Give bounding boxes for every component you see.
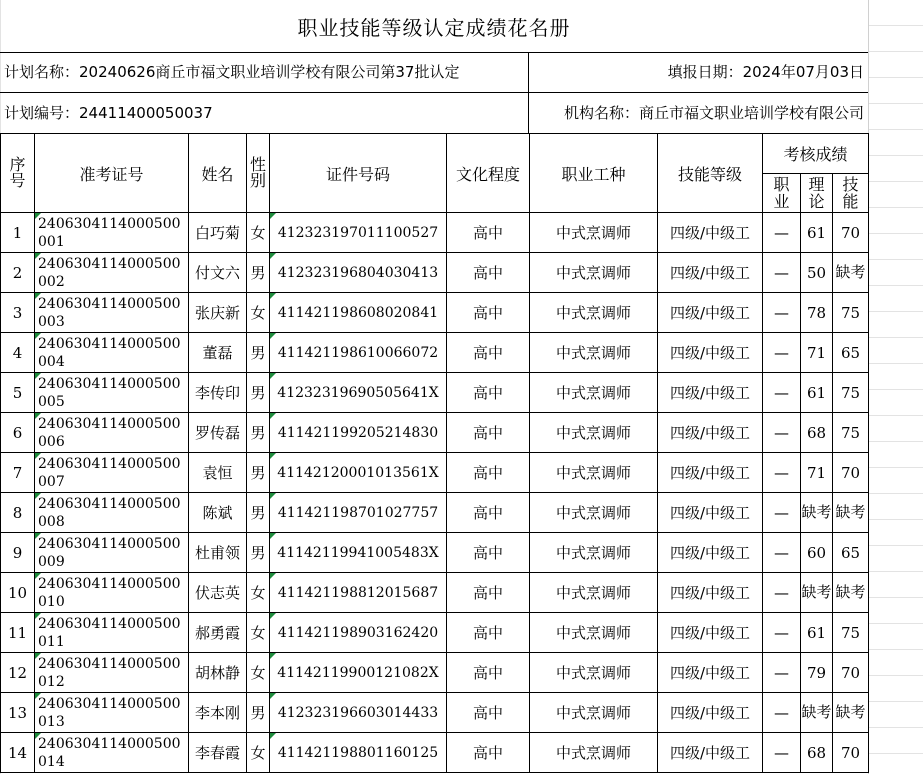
education-cell[interactable]: 高中 <box>447 413 530 453</box>
header-row-1 <box>1 134 869 174</box>
seq-cell[interactable]: 14 <box>1 733 35 773</box>
id-number-cell[interactable]: 412323197011100527 <box>270 213 447 253</box>
seq-cell[interactable]: 11 <box>1 613 35 653</box>
occupation-score-cell[interactable]: — <box>763 693 801 733</box>
theory-score-cell[interactable]: 71 <box>801 453 833 493</box>
name-cell[interactable]: 李春霞 <box>189 733 247 773</box>
skill-score-cell[interactable]: 70 <box>833 653 869 693</box>
education-cell[interactable]: 高中 <box>447 333 530 373</box>
gender-cell[interactable]: 男 <box>247 493 270 533</box>
gender-cell[interactable]: 女 <box>247 293 270 333</box>
level-cell[interactable]: 四级/中级工 <box>658 253 763 293</box>
name-cell[interactable]: 郝勇霞 <box>189 613 247 653</box>
skill-score-cell[interactable]: 缺考 <box>833 573 869 613</box>
name-cell[interactable]: 陈斌 <box>189 493 247 533</box>
table-row <box>1 653 869 693</box>
org-name-value: 商丘市福文职业培训学校有限公司 <box>638 104 864 122</box>
cell-divider <box>528 52 529 92</box>
ticket-number-cell[interactable]: 2406304114000500009 <box>35 533 189 573</box>
theory-score-cell[interactable]: 71 <box>801 333 833 373</box>
id-number-cell[interactable]: 412323196603014433 <box>270 693 447 733</box>
table-row <box>1 293 869 333</box>
id-number-cell[interactable]: 41142120001013561X <box>270 453 447 493</box>
seq-cell[interactable]: 8 <box>1 493 35 533</box>
skill-score-cell[interactable]: 缺考 <box>833 253 869 293</box>
job-cell[interactable]: 中式烹调师 <box>530 413 658 453</box>
seq-cell[interactable]: 2 <box>1 253 35 293</box>
skill-score-cell[interactable]: 缺考 <box>833 493 869 533</box>
job-cell[interactable]: 中式烹调师 <box>530 213 658 253</box>
occupation-score-cell[interactable]: — <box>763 493 801 533</box>
id-number-cell[interactable]: 411421198903162420 <box>270 613 447 653</box>
level-cell[interactable]: 四级/中级工 <box>658 453 763 493</box>
name-cell[interactable]: 张庆新 <box>189 293 247 333</box>
header-gender: 性 别 <box>247 134 270 213</box>
table-row <box>1 253 869 293</box>
skill-score-cell[interactable]: 65 <box>833 533 869 573</box>
ticket-number-cell[interactable]: 2406304114000500012 <box>35 653 189 693</box>
skill-score-cell[interactable]: 75 <box>833 373 869 413</box>
job-cell[interactable]: 中式烹调师 <box>530 693 658 733</box>
name-cell[interactable]: 董磊 <box>189 333 247 373</box>
org-name-cell[interactable] <box>564 93 864 133</box>
level-cell[interactable]: 四级/中级工 <box>658 733 763 773</box>
gender-cell[interactable]: 女 <box>247 733 270 773</box>
ticket-number-cell[interactable]: 2406304114000500006 <box>35 413 189 453</box>
job-cell[interactable]: 中式烹调师 <box>530 493 658 533</box>
table-row <box>1 413 869 453</box>
name-cell[interactable]: 李本刚 <box>189 693 247 733</box>
table-row <box>1 733 869 773</box>
seq-cell[interactable]: 10 <box>1 573 35 613</box>
seq-cell[interactable]: 7 <box>1 453 35 493</box>
id-number-cell[interactable]: 411421198801160125 <box>270 733 447 773</box>
plan-name-value: 20240626商丘市福文职业培训学校有限公司第37批认定 <box>79 63 460 81</box>
seq-cell[interactable]: 4 <box>1 333 35 373</box>
level-cell[interactable]: 四级/中级工 <box>658 373 763 413</box>
gender-cell[interactable]: 女 <box>247 213 270 253</box>
roster-body <box>1 213 869 773</box>
header-seq: 序 号 <box>1 134 35 213</box>
occupation-score-cell[interactable]: — <box>763 533 801 573</box>
gender-cell[interactable]: 男 <box>247 693 270 733</box>
level-cell[interactable]: 四级/中级工 <box>658 333 763 373</box>
theory-score-cell[interactable]: 缺考 <box>801 693 833 733</box>
job-cell[interactable]: 中式烹调师 <box>530 533 658 573</box>
id-number-cell[interactable]: 41232319690505641X <box>270 373 447 413</box>
occupation-score-cell[interactable]: — <box>763 333 801 373</box>
job-cell[interactable]: 中式烹调师 <box>530 573 658 613</box>
header-level: 技能等级 <box>658 134 763 213</box>
seq-cell[interactable]: 1 <box>1 213 35 253</box>
header-theory: 理 论 <box>801 174 833 213</box>
ticket-number-cell[interactable]: 2406304114000500010 <box>35 573 189 613</box>
plan-number-value: 24411400050037 <box>79 104 213 122</box>
header-job: 职业工种 <box>530 134 658 213</box>
name-cell[interactable]: 白巧菊 <box>189 213 247 253</box>
level-cell[interactable]: 四级/中级工 <box>658 493 763 533</box>
name-cell[interactable]: 袁恒 <box>189 453 247 493</box>
plan-name-label: 计划名称： <box>4 63 80 81</box>
theory-score-cell[interactable]: 60 <box>801 533 833 573</box>
level-cell[interactable]: 四级/中级工 <box>658 653 763 693</box>
name-cell[interactable]: 伏志英 <box>189 573 247 613</box>
table-row <box>1 533 869 573</box>
skill-score-cell[interactable]: 缺考 <box>833 693 869 733</box>
ticket-number-cell[interactable]: 2406304114000500011 <box>35 613 189 653</box>
name-cell[interactable]: 李传印 <box>189 373 247 413</box>
header-id: 证件号码 <box>270 134 447 213</box>
report-date-cell[interactable] <box>668 52 864 92</box>
gender-cell[interactable]: 男 <box>247 413 270 453</box>
id-number-cell[interactable]: 411421198812015687 <box>270 573 447 613</box>
header-occupation: 职 业 <box>763 174 801 213</box>
id-number-cell[interactable]: 411421198701027757 <box>270 493 447 533</box>
score-roster-table <box>0 133 869 773</box>
name-cell[interactable]: 胡林静 <box>189 653 247 693</box>
job-cell[interactable]: 中式烹调师 <box>530 453 658 493</box>
theory-score-cell[interactable]: 68 <box>801 413 833 453</box>
level-cell[interactable]: 四级/中级工 <box>658 693 763 733</box>
header-skill: 技 能 <box>833 174 869 213</box>
gender-cell[interactable]: 男 <box>247 333 270 373</box>
job-cell[interactable]: 中式烹调师 <box>530 333 658 373</box>
education-cell[interactable]: 高中 <box>447 493 530 533</box>
education-cell[interactable]: 高中 <box>447 573 530 613</box>
job-cell[interactable]: 中式烹调师 <box>530 253 658 293</box>
skill-score-cell[interactable]: 75 <box>833 613 869 653</box>
occupation-score-cell[interactable]: — <box>763 213 801 253</box>
education-cell[interactable]: 高中 <box>447 253 530 293</box>
table-row <box>1 373 869 413</box>
education-cell[interactable]: 高中 <box>447 733 530 773</box>
theory-score-cell[interactable]: 缺考 <box>801 573 833 613</box>
report-date-label: 填报日期： <box>667 63 743 81</box>
occupation-score-cell[interactable]: — <box>763 653 801 693</box>
seq-cell[interactable]: 12 <box>1 653 35 693</box>
occupation-score-cell[interactable]: — <box>763 573 801 613</box>
theory-score-cell[interactable]: 61 <box>801 613 833 653</box>
seq-cell[interactable]: 5 <box>1 373 35 413</box>
education-cell[interactable]: 高中 <box>447 653 530 693</box>
gender-cell[interactable]: 男 <box>247 373 270 413</box>
level-cell[interactable]: 四级/中级工 <box>658 293 763 333</box>
education-cell[interactable]: 高中 <box>447 453 530 493</box>
education-cell[interactable]: 高中 <box>447 613 530 653</box>
job-cell[interactable]: 中式烹调师 <box>530 653 658 693</box>
level-cell[interactable]: 四级/中级工 <box>658 213 763 253</box>
occupation-score-cell[interactable]: — <box>763 253 801 293</box>
plan-number-cell[interactable] <box>4 93 213 133</box>
plan-number-label: 计划编号： <box>4 104 80 122</box>
seq-cell[interactable]: 13 <box>1 693 35 733</box>
plan-name-cell[interactable] <box>4 52 459 92</box>
seq-cell[interactable]: 3 <box>1 293 35 333</box>
occupation-score-cell[interactable]: — <box>763 453 801 493</box>
occupation-score-cell[interactable]: — <box>763 613 801 653</box>
occupation-score-cell[interactable]: — <box>763 733 801 773</box>
theory-score-cell[interactable]: 50 <box>801 253 833 293</box>
id-number-cell[interactable]: 411421198610066072 <box>270 333 447 373</box>
occupation-score-cell[interactable]: — <box>763 413 801 453</box>
table-row <box>1 493 869 533</box>
skill-score-cell[interactable]: 65 <box>833 333 869 373</box>
ticket-number-cell[interactable]: 2406304114000500001 <box>35 213 189 253</box>
name-cell[interactable]: 杜甫领 <box>189 533 247 573</box>
ticket-number-cell[interactable]: 2406304114000500005 <box>35 373 189 413</box>
cell-divider <box>528 93 529 133</box>
level-cell[interactable]: 四级/中级工 <box>658 573 763 613</box>
job-cell[interactable]: 中式烹调师 <box>530 613 658 653</box>
table-row <box>1 573 869 613</box>
level-cell[interactable]: 四级/中级工 <box>658 533 763 573</box>
theory-score-cell[interactable]: 61 <box>801 373 833 413</box>
gender-cell[interactable]: 女 <box>247 573 270 613</box>
ticket-number-cell[interactable]: 2406304114000500002 <box>35 253 189 293</box>
skill-score-cell[interactable]: 70 <box>833 733 869 773</box>
table-row <box>1 213 869 253</box>
header-education: 文化程度 <box>447 134 530 213</box>
gender-cell[interactable]: 女 <box>247 613 270 653</box>
table-row <box>1 333 869 373</box>
skill-score-cell[interactable]: 70 <box>833 213 869 253</box>
table-row <box>1 613 869 653</box>
report-date-value: 2024年07月03日 <box>742 63 864 81</box>
ticket-number-cell[interactable]: 2406304114000500007 <box>35 453 189 493</box>
education-cell[interactable]: 高中 <box>447 373 530 413</box>
job-cell[interactable]: 中式烹调师 <box>530 293 658 333</box>
id-number-cell[interactable]: 41142119941005483X <box>270 533 447 573</box>
gender-cell[interactable]: 男 <box>247 453 270 493</box>
name-cell[interactable]: 罗传磊 <box>189 413 247 453</box>
table-row <box>1 693 869 733</box>
ticket-number-cell[interactable]: 2406304114000500003 <box>35 293 189 333</box>
skill-score-cell[interactable]: 75 <box>833 293 869 333</box>
theory-score-cell[interactable]: 79 <box>801 653 833 693</box>
skill-score-cell[interactable]: 75 <box>833 413 869 453</box>
ticket-number-cell[interactable]: 2406304114000500004 <box>35 333 189 373</box>
job-cell[interactable]: 中式烹调师 <box>530 733 658 773</box>
gender-cell[interactable]: 男 <box>247 253 270 293</box>
theory-score-cell[interactable]: 61 <box>801 213 833 253</box>
header-scores: 考核成绩 <box>763 134 869 174</box>
ticket-number-cell[interactable]: 2406304114000500014 <box>35 733 189 773</box>
id-number-cell[interactable]: 411421198608020841 <box>270 293 447 333</box>
job-cell[interactable]: 中式烹调师 <box>530 373 658 413</box>
ticket-number-cell[interactable]: 2406304114000500013 <box>35 693 189 733</box>
gender-cell[interactable]: 女 <box>247 653 270 693</box>
header-name: 姓名 <box>189 134 247 213</box>
occupation-score-cell[interactable]: — <box>763 293 801 333</box>
id-number-cell[interactable]: 41142119900121082X <box>270 653 447 693</box>
occupation-score-cell[interactable]: — <box>763 373 801 413</box>
plan-info-row <box>0 52 868 93</box>
education-cell[interactable]: 高中 <box>447 293 530 333</box>
seq-cell[interactable]: 6 <box>1 413 35 453</box>
level-cell[interactable]: 四级/中级工 <box>658 413 763 453</box>
id-number-cell[interactable]: 412323196804030413 <box>270 253 447 293</box>
level-cell[interactable]: 四级/中级工 <box>658 613 763 653</box>
id-number-cell[interactable]: 411421199205214830 <box>270 413 447 453</box>
education-cell[interactable]: 高中 <box>447 213 530 253</box>
theory-score-cell[interactable]: 68 <box>801 733 833 773</box>
education-cell[interactable]: 高中 <box>447 533 530 573</box>
plan-number-row <box>0 93 868 134</box>
ticket-number-cell[interactable]: 2406304114000500008 <box>35 493 189 533</box>
seq-cell[interactable]: 9 <box>1 533 35 573</box>
header-ticket: 准考证号 <box>35 134 189 213</box>
theory-score-cell[interactable]: 78 <box>801 293 833 333</box>
theory-score-cell[interactable]: 缺考 <box>801 493 833 533</box>
name-cell[interactable]: 付文六 <box>189 253 247 293</box>
table-row <box>1 453 869 493</box>
org-name-label: 机构名称： <box>563 104 639 122</box>
empty-grid-columns <box>868 0 923 774</box>
education-cell[interactable]: 高中 <box>447 693 530 733</box>
gender-cell[interactable]: 男 <box>247 533 270 573</box>
page-title: 职业技能等级认定成绩花名册 <box>0 0 868 53</box>
skill-score-cell[interactable]: 70 <box>833 453 869 493</box>
